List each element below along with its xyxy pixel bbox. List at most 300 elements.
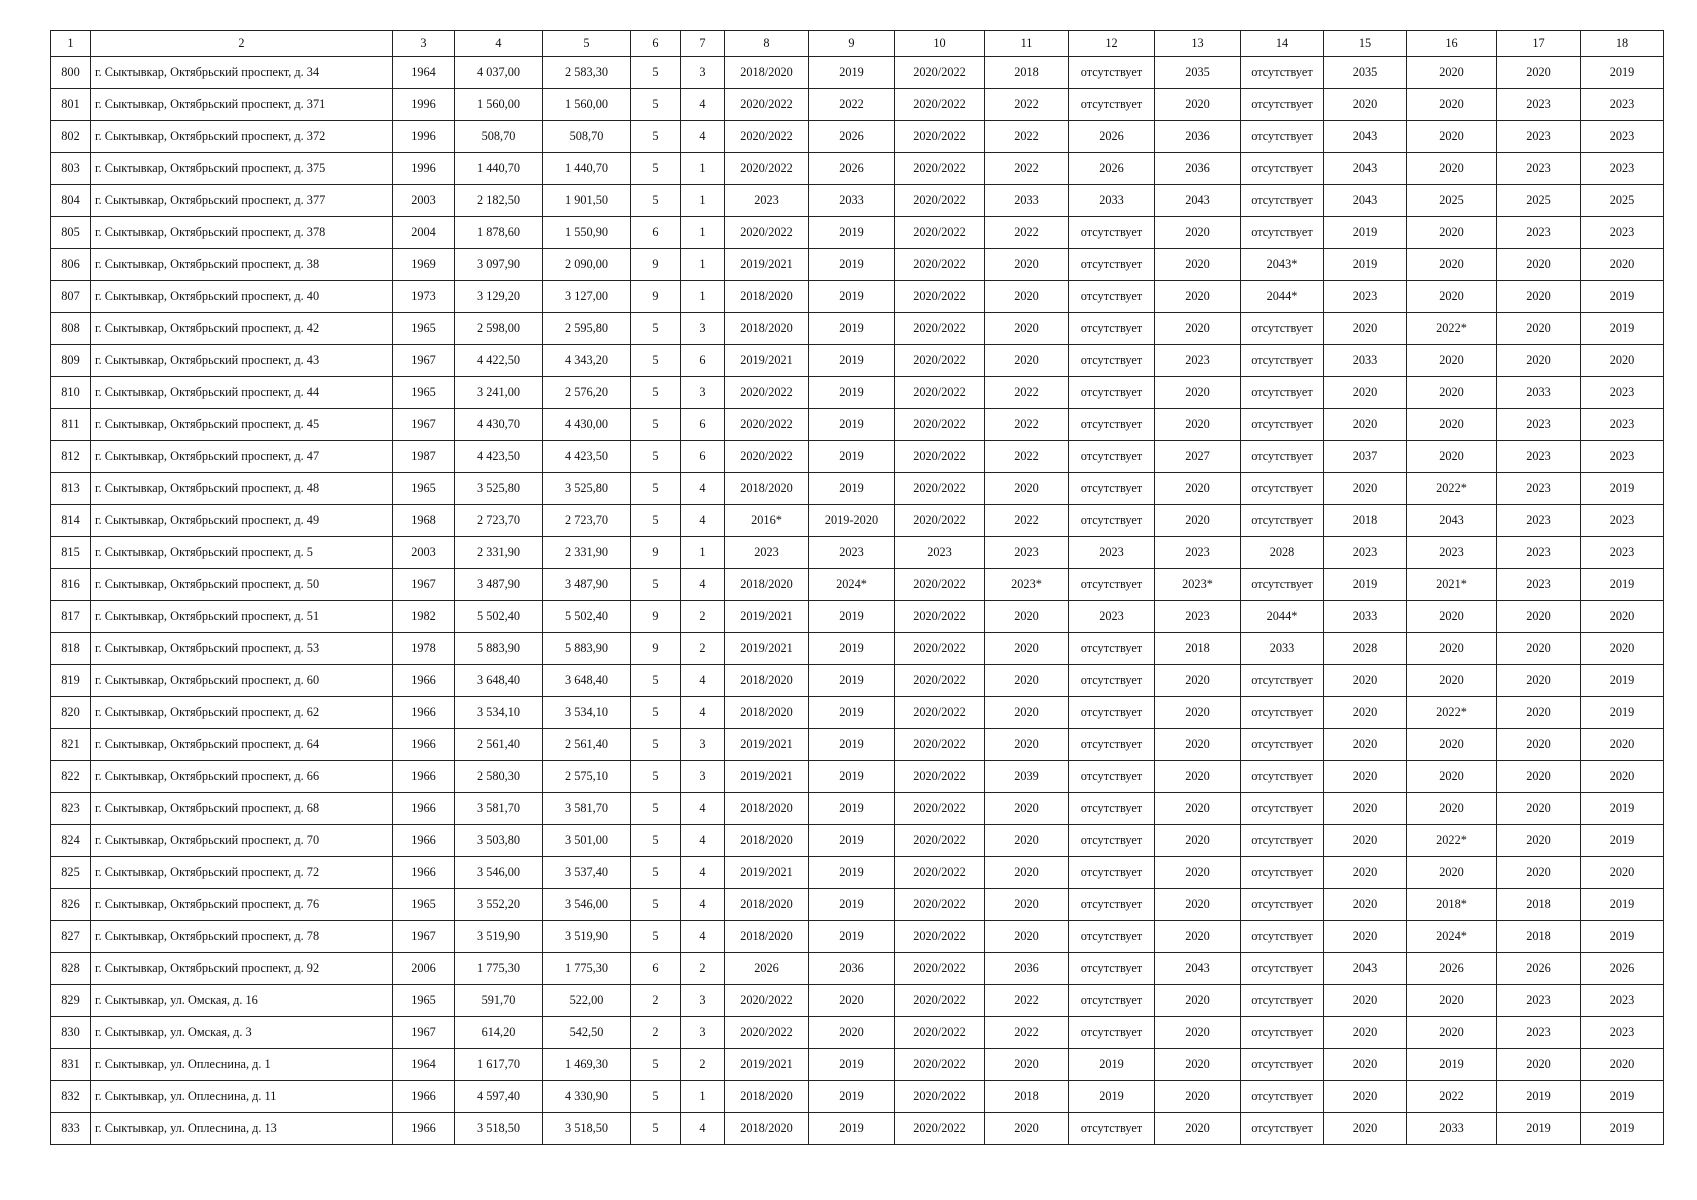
table-cell: отсутствует [1069, 409, 1155, 441]
table-cell: 5 [631, 665, 681, 697]
table-cell: 4 [681, 505, 725, 537]
table-cell: 2020 [985, 281, 1069, 313]
table-cell: 2019 [809, 409, 895, 441]
table-cell: 4 430,70 [455, 409, 543, 441]
table-cell: 2019 [809, 345, 895, 377]
row-number-cell: 826 [51, 889, 91, 921]
table-cell: 2 561,40 [543, 729, 631, 761]
table-cell: 3 503,80 [455, 825, 543, 857]
table-cell: 5 [631, 409, 681, 441]
table-cell: 1966 [393, 697, 455, 729]
table-row [51, 313, 1664, 345]
table-cell: 2019 [1324, 249, 1407, 281]
table-cell: 1965 [393, 313, 455, 345]
table-cell: 2022* [1407, 313, 1497, 345]
table-cell: отсутствует [1069, 761, 1155, 793]
table-cell: 5 [631, 1081, 681, 1113]
table-cell: 2023 [1155, 345, 1241, 377]
table-cell: отсутствует [1241, 505, 1324, 537]
address-cell: г. Сыктывкар, Октябрьский проспект, д. 45 [91, 409, 393, 441]
row-number-cell: 815 [51, 537, 91, 569]
table-cell: 2020 [1324, 1017, 1407, 1049]
table-cell: 2 182,50 [455, 185, 543, 217]
address-cell: г. Сыктывкар, Октябрьский проспект, д. 53 [91, 633, 393, 665]
table-cell: 3 241,00 [455, 377, 543, 409]
table-cell: 5 502,40 [543, 601, 631, 633]
table-cell: 2020/2022 [895, 217, 985, 249]
table-cell: 2020 [985, 665, 1069, 697]
table-cell: 5 [631, 921, 681, 953]
table-cell: 2 [681, 601, 725, 633]
table-cell: 2020 [1407, 857, 1497, 889]
column-number-row [51, 31, 1664, 57]
table-cell: 1966 [393, 1081, 455, 1113]
table-cell: отсутствует [1069, 1113, 1155, 1145]
table-cell: 2023 [1497, 473, 1581, 505]
table-cell: 2020 [1407, 89, 1497, 121]
table-cell: отсутствует [1241, 569, 1324, 601]
table-cell: 2020 [1581, 857, 1664, 889]
table-row [51, 185, 1664, 217]
table-cell: 2020 [1407, 665, 1497, 697]
table-cell: 2020 [1407, 345, 1497, 377]
table-cell: 2028 [1241, 537, 1324, 569]
table-row [51, 153, 1664, 185]
table-cell: 2020 [1324, 825, 1407, 857]
table-cell: 2020/2022 [725, 217, 809, 249]
table-row [51, 889, 1664, 921]
table-cell: 5 [631, 121, 681, 153]
table-cell: 2020/2022 [895, 569, 985, 601]
table-cell: 2020 [809, 1017, 895, 1049]
table-cell: 2020 [1497, 281, 1581, 313]
table-cell: 2018/2020 [725, 1113, 809, 1145]
table-cell: 2044* [1241, 281, 1324, 313]
table-cell: 2019 [809, 313, 895, 345]
table-cell: 6 [631, 953, 681, 985]
table-cell: 5 [631, 793, 681, 825]
table-cell: отсутствует [1241, 1081, 1324, 1113]
table-cell: 2020 [985, 473, 1069, 505]
table-cell: 2018/2020 [725, 281, 809, 313]
table-cell: 2003 [393, 537, 455, 569]
table-cell: 1966 [393, 761, 455, 793]
table-cell: 2020 [1497, 345, 1581, 377]
table-cell: 2023 [725, 537, 809, 569]
table-cell: 3 534,10 [543, 697, 631, 729]
table-cell: отсутствует [1241, 889, 1324, 921]
row-number-cell: 833 [51, 1113, 91, 1145]
table-cell: 4 [681, 1113, 725, 1145]
table-cell: 2043 [1324, 121, 1407, 153]
table-cell: 2019 [809, 1081, 895, 1113]
table-cell: 2026 [1581, 953, 1664, 985]
table-cell: 2026 [1497, 953, 1581, 985]
row-number-cell: 809 [51, 345, 91, 377]
column-header-9: 9 [809, 31, 895, 57]
table-cell: 2020 [1155, 665, 1241, 697]
table-cell: отсутствует [1069, 473, 1155, 505]
table-cell: отсутствует [1241, 1017, 1324, 1049]
table-cell: 2020/2022 [895, 441, 985, 473]
table-cell: 4 422,50 [455, 345, 543, 377]
table-row [51, 857, 1664, 889]
table-row [51, 1017, 1664, 1049]
address-cell: г. Сыктывкар, Октябрьский проспект, д. 44 [91, 377, 393, 409]
table-cell: 2020/2022 [725, 985, 809, 1017]
table-cell: 2020 [1324, 889, 1407, 921]
table-cell: 2018 [985, 1081, 1069, 1113]
table-cell: 4 [681, 89, 725, 121]
address-cell: г. Сыктывкар, Октябрьский проспект, д. 49 [91, 505, 393, 537]
table-cell: 2043 [1407, 505, 1497, 537]
table-cell: 2019/2021 [725, 633, 809, 665]
table-cell: 2020 [1324, 1049, 1407, 1081]
row-number-cell: 801 [51, 89, 91, 121]
table-cell: 2020/2022 [895, 985, 985, 1017]
column-header-7: 7 [681, 31, 725, 57]
table-cell: 5 [631, 57, 681, 89]
table-cell: 2020 [1155, 89, 1241, 121]
table-cell: 2020 [1324, 793, 1407, 825]
row-number-cell: 808 [51, 313, 91, 345]
table-cell: 591,70 [455, 985, 543, 1017]
table-cell: 2033 [1324, 345, 1407, 377]
table-cell: 2019 [809, 665, 895, 697]
table-cell: отсутствует [1241, 697, 1324, 729]
table-cell: 522,00 [543, 985, 631, 1017]
table-cell: 2036 [809, 953, 895, 985]
table-cell: 2019 [809, 281, 895, 313]
table-cell: 4 [681, 569, 725, 601]
table-cell: 2023 [1155, 601, 1241, 633]
table-cell: 2020/2022 [895, 473, 985, 505]
table-cell: 2044* [1241, 601, 1324, 633]
table-cell: 2025 [1407, 185, 1497, 217]
table-cell: 2027 [1155, 441, 1241, 473]
table-cell: 2018/2020 [725, 569, 809, 601]
table-cell: 2019 [1324, 569, 1407, 601]
table-cell: 1966 [393, 665, 455, 697]
table-cell: 2020 [1581, 249, 1664, 281]
table-cell: 2 [631, 985, 681, 1017]
table-cell: 2022 [1407, 1081, 1497, 1113]
table-cell: 2020/2022 [895, 377, 985, 409]
address-cell: г. Сыктывкар, Октябрьский проспект, д. 68 [91, 793, 393, 825]
address-cell: г. Сыктывкар, Октябрьский проспект, д. 43 [91, 345, 393, 377]
table-row [51, 345, 1664, 377]
table-cell: 5 [631, 729, 681, 761]
table-cell: 2020/2022 [725, 377, 809, 409]
table-cell: 1 775,30 [455, 953, 543, 985]
table-cell: 2020/2022 [895, 665, 985, 697]
table-cell: 2019/2021 [725, 857, 809, 889]
table-cell: 2020 [1155, 985, 1241, 1017]
table-cell: 2023 [1581, 985, 1664, 1017]
table-cell: 2019/2021 [725, 761, 809, 793]
table-cell: 2019 [1581, 665, 1664, 697]
table-cell: 2018 [1497, 921, 1581, 953]
table-cell: 2019 [809, 761, 895, 793]
table-cell: 2020 [1324, 1081, 1407, 1113]
table-cell: 2019 [809, 377, 895, 409]
table-cell: 2022 [985, 1017, 1069, 1049]
table-cell: 1 775,30 [543, 953, 631, 985]
table-cell: 3 525,80 [455, 473, 543, 505]
table-cell: отсутствует [1241, 377, 1324, 409]
table-cell: 2022* [1407, 473, 1497, 505]
table-cell: 5 [631, 697, 681, 729]
table-cell: 2020/2022 [895, 121, 985, 153]
table-cell: 1 901,50 [543, 185, 631, 217]
table-cell: 2019 [1497, 1081, 1581, 1113]
table-cell: 2020 [1407, 377, 1497, 409]
table-cell: 5 [631, 889, 681, 921]
table-cell: 2020 [1155, 761, 1241, 793]
address-cell: г. Сыктывкар, Октябрьский проспект, д. 66 [91, 761, 393, 793]
address-cell: г. Сыктывкар, Октябрьский проспект, д. 64 [91, 729, 393, 761]
table-row [51, 825, 1664, 857]
table-cell: отсутствует [1241, 857, 1324, 889]
table-cell: 2020 [1497, 665, 1581, 697]
table-cell: 2023 [1581, 121, 1664, 153]
table-cell: 2020/2022 [895, 921, 985, 953]
table-cell: отсутствует [1241, 409, 1324, 441]
table-cell: 2026 [1069, 121, 1155, 153]
row-number-cell: 830 [51, 1017, 91, 1049]
column-header-17: 17 [1497, 31, 1581, 57]
table-cell: 2023 [1497, 569, 1581, 601]
table-cell: 2020 [1155, 1081, 1241, 1113]
table-cell: 2021* [1407, 569, 1497, 601]
table-cell: 2023 [1155, 537, 1241, 569]
address-cell: г. Сыктывкар, Октябрьский проспект, д. 78 [91, 921, 393, 953]
table-cell: 2020 [1407, 633, 1497, 665]
column-header-1: 1 [51, 31, 91, 57]
table-cell: 2020 [1407, 985, 1497, 1017]
table-cell: 2020 [1155, 409, 1241, 441]
table-cell: 6 [631, 217, 681, 249]
table-cell: 2033 [985, 185, 1069, 217]
table-cell: 5 [631, 377, 681, 409]
table-cell: 2020 [1155, 1017, 1241, 1049]
column-header-16: 16 [1407, 31, 1497, 57]
table-cell: 1966 [393, 729, 455, 761]
table-cell: 2019 [1581, 825, 1664, 857]
table-cell: 2019-2020 [809, 505, 895, 537]
table-cell: 2020 [1324, 729, 1407, 761]
table-cell: 2026 [1407, 953, 1497, 985]
table-cell: 2020 [1407, 57, 1497, 89]
table-cell: 3 487,90 [543, 569, 631, 601]
table-cell: 1 [681, 217, 725, 249]
row-number-cell: 810 [51, 377, 91, 409]
table-cell: 2 [681, 633, 725, 665]
table-cell: 2020 [1581, 729, 1664, 761]
table-cell: 2019 [1581, 889, 1664, 921]
table-cell: 1 [681, 249, 725, 281]
table-cell: 2035 [1155, 57, 1241, 89]
table-cell: 2020 [1155, 1113, 1241, 1145]
row-number-cell: 813 [51, 473, 91, 505]
table-cell: 2018/2020 [725, 57, 809, 89]
table-cell: 1965 [393, 985, 455, 1017]
table-cell: отсутствует [1069, 217, 1155, 249]
table-cell: отсутствует [1069, 857, 1155, 889]
table-cell: 5 [631, 441, 681, 473]
table-cell: 3 127,00 [543, 281, 631, 313]
address-cell: г. Сыктывкар, Октябрьский проспект, д. 51 [91, 601, 393, 633]
table-cell: 2003 [393, 185, 455, 217]
table-cell: 2 [681, 1049, 725, 1081]
table-cell: 5 [631, 1049, 681, 1081]
table-cell: 2023 [1407, 537, 1497, 569]
table-cell: 2020 [1155, 729, 1241, 761]
row-number-cell: 827 [51, 921, 91, 953]
table-cell: 1 [681, 537, 725, 569]
table-cell: 2020/2022 [895, 857, 985, 889]
table-cell: 2023 [1324, 537, 1407, 569]
table-cell: 1 560,00 [543, 89, 631, 121]
table-cell: 3 648,40 [455, 665, 543, 697]
table-cell: 2 580,30 [455, 761, 543, 793]
table-cell: 2024* [809, 569, 895, 601]
address-cell: г. Сыктывкар, Октябрьский проспект, д. 372 [91, 121, 393, 153]
table-cell: 2036 [985, 953, 1069, 985]
table-cell: 4 [681, 121, 725, 153]
table-cell: 2020/2022 [895, 57, 985, 89]
table-cell: 2019 [809, 889, 895, 921]
table-cell: 2020/2022 [895, 889, 985, 921]
table-row [51, 377, 1664, 409]
table-row [51, 121, 1664, 153]
table-cell: 2020 [1407, 761, 1497, 793]
table-cell: отсутствует [1241, 89, 1324, 121]
column-header-6: 6 [631, 31, 681, 57]
table-cell: 1982 [393, 601, 455, 633]
table-cell: 5 [631, 569, 681, 601]
table-cell: 2019 [809, 633, 895, 665]
table-cell: 2019 [809, 601, 895, 633]
address-cell: г. Сыктывкар, Октябрьский проспект, д. 42 [91, 313, 393, 345]
address-cell: г. Сыктывкар, ул. Оплеснина, д. 1 [91, 1049, 393, 1081]
table-cell: 2026 [725, 953, 809, 985]
table-cell: 2028 [1324, 633, 1407, 665]
table-cell: 2020 [1497, 1049, 1581, 1081]
table-row [51, 537, 1664, 569]
table-cell: 1 550,90 [543, 217, 631, 249]
row-number-cell: 817 [51, 601, 91, 633]
table-cell: 4 343,20 [543, 345, 631, 377]
table-cell: 2019 [809, 697, 895, 729]
table-cell: 2020/2022 [895, 1017, 985, 1049]
table-cell: 2019 [1581, 313, 1664, 345]
row-number-cell: 831 [51, 1049, 91, 1081]
table-cell: 2023 [1581, 409, 1664, 441]
table-cell: 2 [681, 953, 725, 985]
table-cell: отсутствует [1241, 153, 1324, 185]
table-cell: отсутствует [1069, 57, 1155, 89]
row-number-cell: 805 [51, 217, 91, 249]
table-cell: 2 331,90 [543, 537, 631, 569]
table-cell: 2020/2022 [725, 441, 809, 473]
row-number-cell: 803 [51, 153, 91, 185]
table-cell: 2020 [1581, 1049, 1664, 1081]
table-cell: отсутствует [1069, 793, 1155, 825]
table-cell: 2019/2021 [725, 601, 809, 633]
table-cell: 2022 [985, 985, 1069, 1017]
table-cell: 2022 [985, 505, 1069, 537]
table-cell: 2036 [1155, 121, 1241, 153]
table-cell: 4 [681, 921, 725, 953]
table-cell: 2020 [1407, 281, 1497, 313]
table-cell: 1 [681, 281, 725, 313]
table-row [51, 953, 1664, 985]
table-cell: 2018/2020 [725, 1081, 809, 1113]
table-cell: 2020 [1324, 377, 1407, 409]
table-cell: 2 583,30 [543, 57, 631, 89]
table-cell: 2020 [985, 345, 1069, 377]
table-cell: 2019 [1581, 57, 1664, 89]
table-cell: 2019 [809, 825, 895, 857]
table-cell: отсутствует [1069, 313, 1155, 345]
table-cell: 2019 [809, 1049, 895, 1081]
table-cell: 3 546,00 [543, 889, 631, 921]
table-cell: 3 534,10 [455, 697, 543, 729]
table-cell: 2023 [895, 537, 985, 569]
table-cell: отсутствует [1241, 665, 1324, 697]
table-cell: 2020 [1497, 825, 1581, 857]
table-row [51, 441, 1664, 473]
table-cell: 2020 [1324, 89, 1407, 121]
table-cell: 2018/2020 [725, 473, 809, 505]
table-cell: отсутствует [1241, 473, 1324, 505]
table-cell: 2020/2022 [895, 409, 985, 441]
table-cell: 2018/2020 [725, 665, 809, 697]
table-cell: 1 [681, 153, 725, 185]
table-cell: 2019 [1324, 217, 1407, 249]
table-cell: 2020 [985, 793, 1069, 825]
table-cell: 2020 [1155, 313, 1241, 345]
table-cell: 1966 [393, 1113, 455, 1145]
table-cell: 4 [681, 697, 725, 729]
table-cell: 2019 [809, 793, 895, 825]
table-cell: 2019 [1581, 1081, 1664, 1113]
table-cell: 2020 [1497, 313, 1581, 345]
table-cell: 2020/2022 [895, 505, 985, 537]
table-cell: 3 525,80 [543, 473, 631, 505]
row-number-cell: 823 [51, 793, 91, 825]
table-cell: 5 883,90 [455, 633, 543, 665]
table-cell: 5 [631, 313, 681, 345]
table-cell: 2020 [1581, 345, 1664, 377]
table-cell: отсутствует [1241, 985, 1324, 1017]
table-cell: 2020 [1407, 153, 1497, 185]
table-cell: 2023 [1497, 217, 1581, 249]
table-cell: 1966 [393, 857, 455, 889]
row-number-cell: 806 [51, 249, 91, 281]
table-cell: отсутствует [1069, 921, 1155, 953]
table-cell: 2022 [985, 89, 1069, 121]
table-cell: 2020/2022 [725, 409, 809, 441]
table-cell: 5 883,90 [543, 633, 631, 665]
table-cell: 2020 [985, 697, 1069, 729]
table-cell: 2020 [1497, 697, 1581, 729]
table-cell: 614,20 [455, 1017, 543, 1049]
table-cell: 2019 [809, 57, 895, 89]
table-cell: 2033 [1407, 1113, 1497, 1145]
table-cell: 2022 [985, 409, 1069, 441]
